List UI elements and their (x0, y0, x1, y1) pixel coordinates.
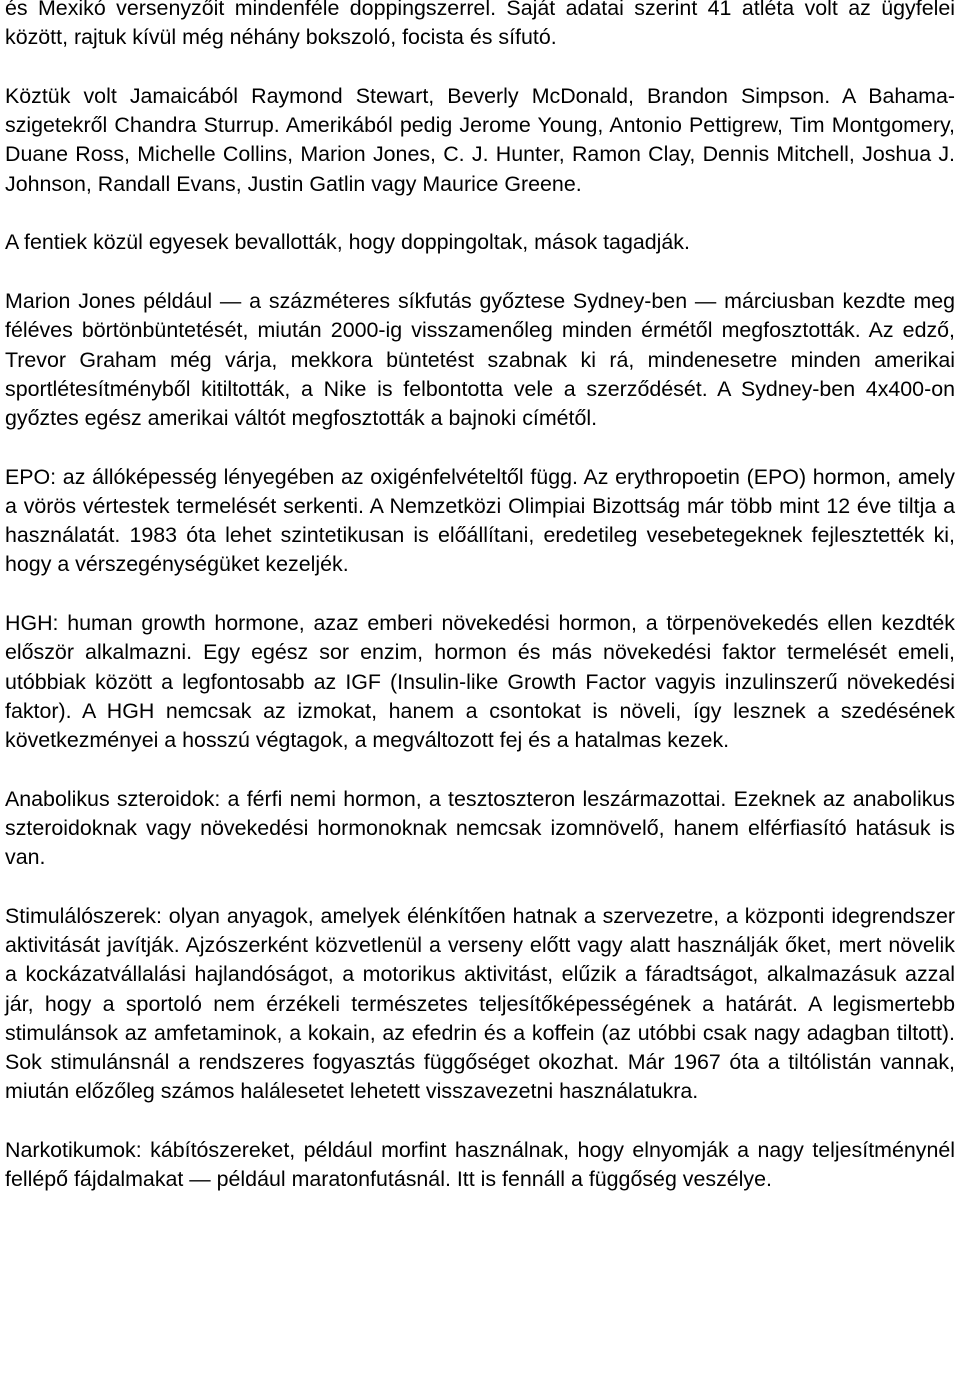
paragraph-epo: EPO: az állóképesség lényegében az oxigénfelvételtől függ. Az erythropoetin (EPO) hormon, amely a vörös vértestek termelését serkenti. A Nemzetközi Olimpiai Bizottság már több mint 12 éve tiltja a használatát. 1983 óta lehet szintetikusan is előállítani, eredetileg vesebetegeknek fejlesztették ki, hogy a vérszegénységüket kezeljék. (5, 464, 955, 577)
paragraph-anabolic-steroids: Anabolikus szteroidok: a férfi nemi hormon, a tesztoszteron leszármazottai. Ezeknek az anabolikus szteroidoknak vagy növekedési hormonoknak nemcsak izomnövelő, hanem elférfiasító hatásuk is van. (5, 786, 955, 870)
paragraph-narcotics: Narkotikumok: kábítószereket, például morfint használnak, hogy elnyomják a nagy teljesítménynél fellépő fájdalmakat — például maratonfutásnál. Itt is fennáll a függőség veszélye. (5, 1138, 955, 1192)
paragraph-stimulants: Stimulálószerek: olyan anyagok, amelyek élénkítően hatnak a szervezetre, a központi idegrendszer aktivitását javítják. Ajzószerként közvetlenül a verseny előtt vagy alatt használják őket, mert növelik a kockázatvállalási hajlandóságot, a motorikus aktivitást, elűzik a fáradtságot, alkalmazásuk azzal jár, hogy a sportoló nem érzékeli természetes teljesítőképességének a határát. A legismertebb stimulánsok az amfetaminok, a kokain, az efedrin és a koffein (az utóbbi csak nagy adagban tiltott). Sok stimulánsnál a rendszeres fogyasztás függőséget okozhat. Már 1967 óta a tiltólistán vannak, miután előzőleg számos halálesetet lehetett visszavezetni használatukra. (5, 904, 955, 1104)
paragraph-hgh: HGH: human growth hormone, azaz emberi növekedési hormon, a törpenövekedés ellen kezdték először alkalmazni. Egy egész sor enzim, hormon és más növekedési faktor termelését emeli, utóbbiak között a legfontosabb az IGF (Insulin-like Growth Factor vagyis inzulinszerű növekedési faktor). A HGH nemcsak az izmokat, hanem a csontokat is növeli, így lesznek a szedésének következményei a hosszú végtagok, a megváltozott fej és a hatalmas kezek. (5, 611, 955, 753)
document-page (5, 0, 955, 1194)
paragraph-athlete-list: Köztük volt Jamaicából Raymond Stewart, Beverly McDonald, Brandon Simpson. A Bahama-szigetekről Chandra Sturrup. Amerikából pedig Jerome Young, Antonio Pettigrew, Tim Montgomery, Duane Ross, Michelle Collins, Marion Jones, C. J. Hunter, Ramon Clay, Dennis Mitchell, Joshua J. Johnson, Randall Evans, Justin Gatlin vagy Maurice Greene. (5, 84, 955, 196)
paragraph-admission: A fentiek közül egyesek bevallották, hogy doppingoltak, mások tagadják. (5, 230, 690, 255)
paragraph-intro-continuation: és Mexikó versenyzőit mindenféle doppingszerrel. Saját adatai szerint 41 atléta volt az ügyfelei között, rajtuk kívül még néhány bokszoló, focista és sífutó. (5, 0, 955, 50)
paragraph-marion-jones: Marion Jones például — a százméteres síkfutás győztese Sydney-ben — márciusban kezdte meg féléves börtönbüntetését, miután 2000-ig visszamenőleg minden érmétől megfosztották. Az edző, Trevor Graham még várja, mekkora büntetést szabnak ki rá, mindenesetre minden amerikai sportlétesítményből kitiltották, a Nike is felbontotta vele a szerződését. A Sydney-ben 4x400-on győztes egész amerikai váltót megfosztották a bajnoki címétől. (5, 289, 955, 431)
